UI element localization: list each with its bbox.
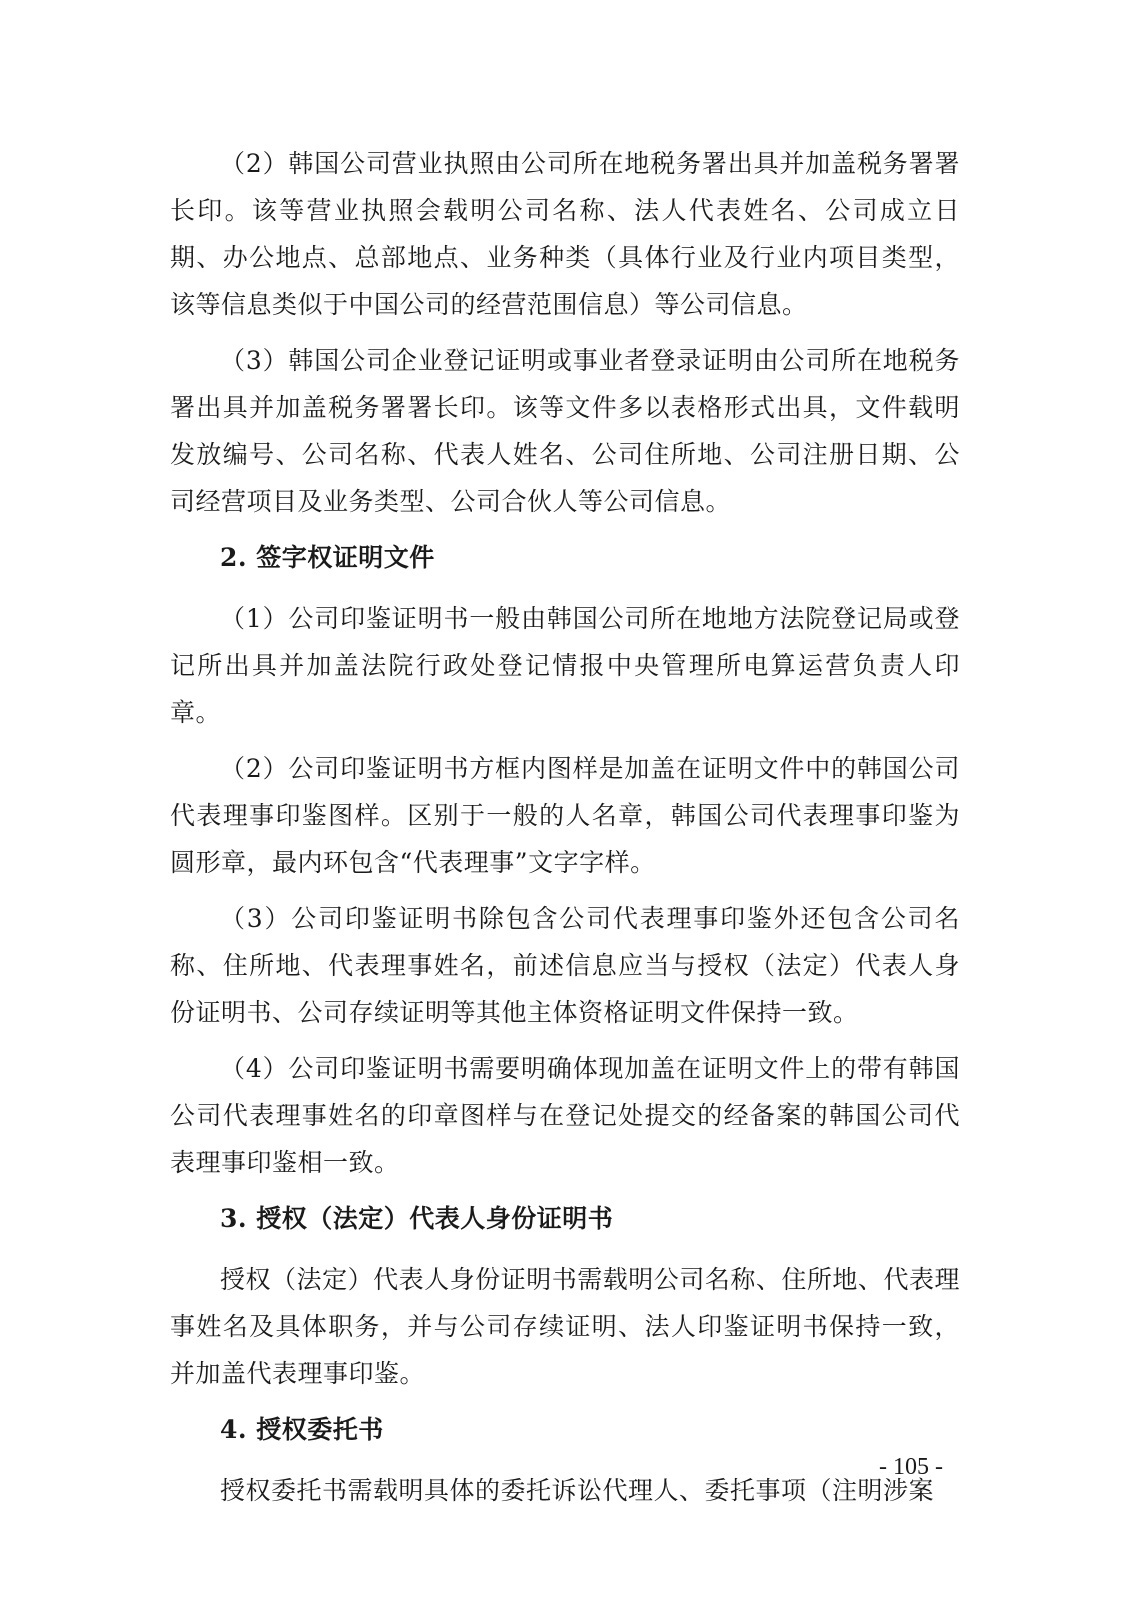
- paragraph-seal-certificate-contents: （3）公司印鉴证明书除包含公司代表理事印鉴外还包含公司名称、住所地、代表理事姓名，前述信息应当与授权（法定）代表人身份证明书、公司存续证明等其他主体资格证明文件保持一致。: [170, 904, 960, 1027]
- paragraph-seal-certificate-issuer: （1）公司印鉴证明书一般由韩国公司所在地地方法院登记局或登记所出具并加盖法院行政处登记情报中央管理所电算运营负责人印章。: [170, 604, 960, 727]
- paragraph-registration-certificate: （3）韩国公司企业登记证明或事业者登录证明由公司所在地税务署出具并加盖税务署署长印。该等文件多以表格形式出具，文件载明发放编号、公司名称、代表人姓名、公司住所地、公司注册日期、公司经营项目及业务类型、公司合伙人等公司信息。: [170, 346, 960, 516]
- section-heading-representative-certificate: 3. 授权（法定）代表人身份证明书: [220, 1204, 614, 1233]
- page-number: - 105 -: [879, 1454, 943, 1480]
- paragraph-business-license: （2）韩国公司营业执照由公司所在地税务署出具并加盖税务署署长印。该等营业执照会载明公司名称、法人代表姓名、公司成立日期、办公地点、总部地点、业务种类（具体行业及行业内项目类型，该等信息类似于中国公司的经营范围信息）等公司信息。: [170, 149, 960, 319]
- section-heading-power-of-attorney: 4. 授权委托书: [220, 1415, 384, 1444]
- paragraph-seal-image: （2）公司印鉴证明书方框内图样是加盖在证明文件中的韩国公司代表理事印鉴图样。区别于一般的人名章，韩国公司代表理事印鉴为圆形章，最内环包含“代表理事”文字字样。: [170, 754, 960, 877]
- document-body: [170, 140, 960, 1523]
- paragraph-seal-consistency: （4）公司印鉴证明书需要明确体现加盖在证明文件上的带有韩国公司代表理事姓名的印章图样与在登记处提交的经备案的韩国公司代表理事印鉴相一致。: [170, 1054, 960, 1177]
- paragraph-representative-certificate: 授权（法定）代表人身份证明书需载明公司名称、住所地、代表理事姓名及具体职务，并与公司存续证明、法人印鉴证明书保持一致，并加盖代表理事印鉴。: [170, 1265, 960, 1388]
- paragraph-power-of-attorney: 授权委托书需载明具体的委托诉讼代理人、委托事项（注明涉案: [220, 1476, 935, 1505]
- section-heading-signature-authority: 2. 签字权证明文件: [220, 543, 435, 572]
